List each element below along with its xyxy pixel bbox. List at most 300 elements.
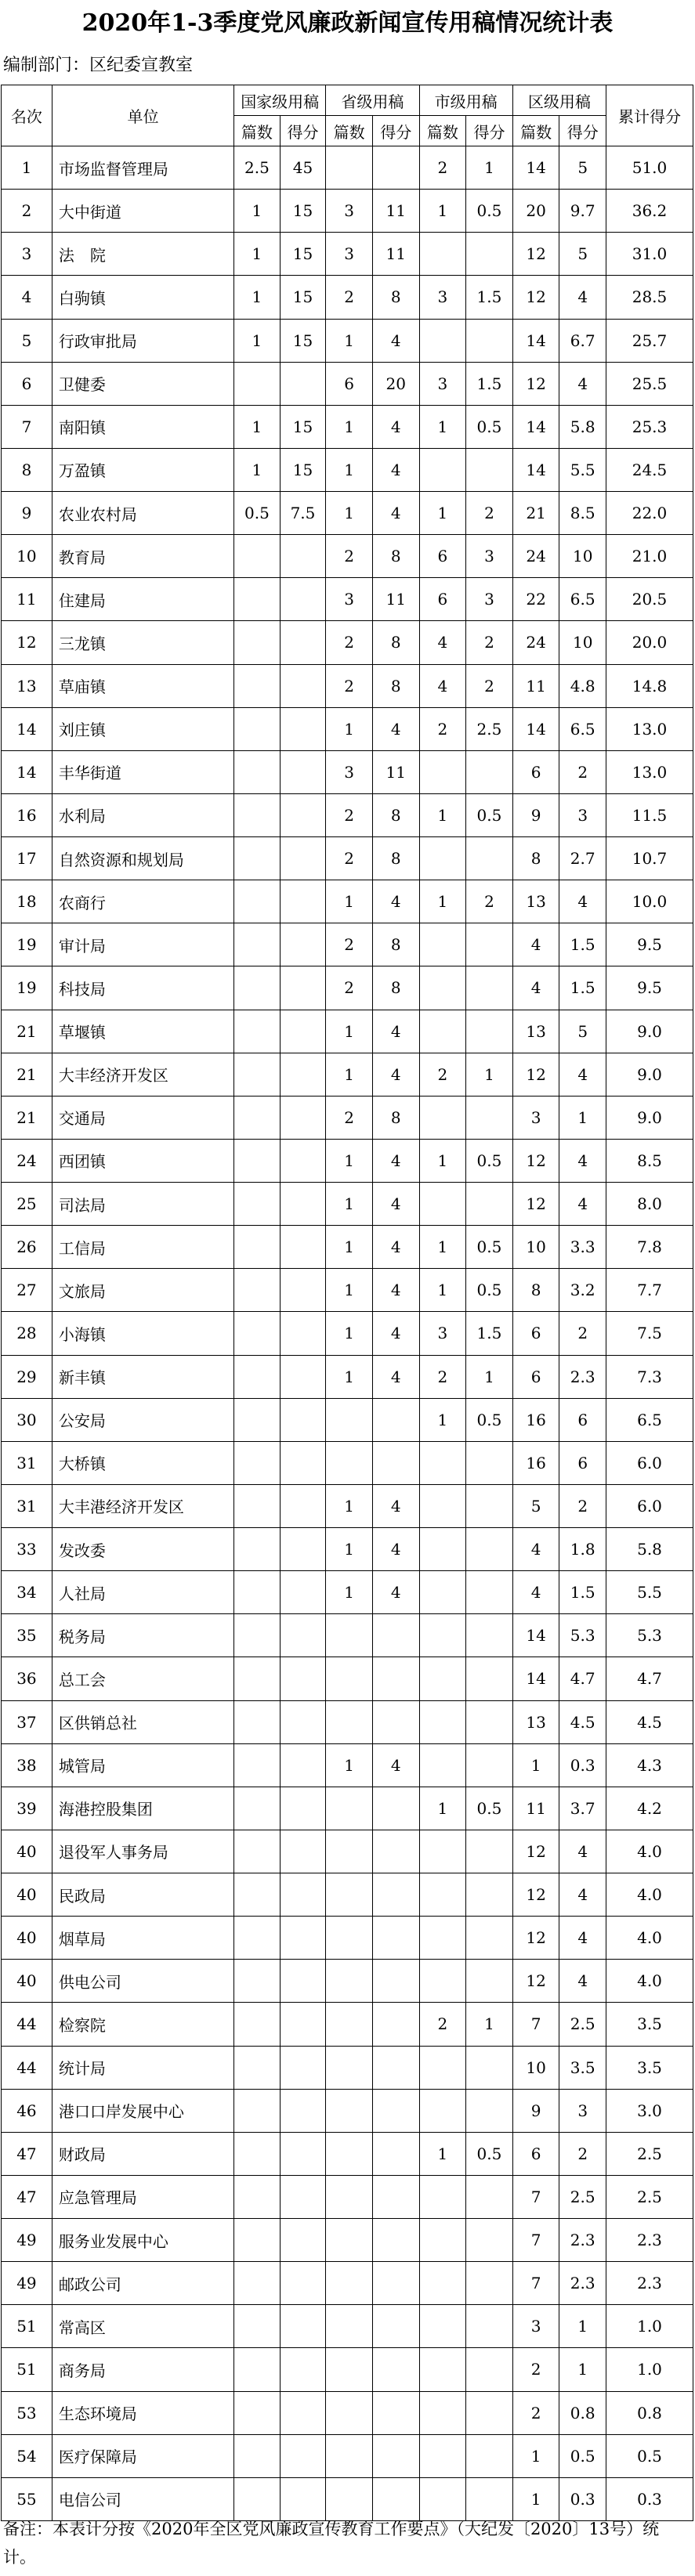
cell-provincial-score [372,1873,419,1917]
table-row [2,2132,693,2175]
table-row [2,1139,693,1182]
cell-city-score [466,1700,513,1743]
cell-district-count: 12 [512,1183,559,1226]
cell-city-score [466,448,513,491]
cell-district-count: 16 [512,1441,559,1484]
table-row [2,1830,693,1873]
cell-rank: 40 [2,1830,52,1873]
cell-national-score [280,1355,326,1398]
cell-provincial-count [326,1873,373,1917]
cell-district-count: 7 [512,2003,559,2046]
cell-national-count [234,2175,281,2218]
cell-city-score [466,2305,513,2348]
table-row [2,319,693,362]
table-row [2,2391,693,2434]
cell-total: 5.8 [606,1528,693,1571]
cell-total: 4.5 [606,1700,693,1743]
cell-city-count [419,1528,466,1571]
cell-district-score: 3.3 [559,1226,606,1269]
cell-district-count: 6 [512,1355,559,1398]
cell-district-score: 4 [559,880,606,923]
cell-provincial-count [326,1614,373,1657]
cell-national-count [234,362,281,405]
cell-rank: 39 [2,1787,52,1830]
cell-unit: 财政局 [52,2132,233,2175]
table-row [2,1614,693,1657]
cell-district-count: 6 [512,1312,559,1355]
footnote: 备注：本表计分按《2020年全区党风廉政宣传教育工作要点》（大纪发〔2020〕13号）统计。 [3,2520,660,2567]
cell-district-score: 1 [559,2305,606,2348]
cell-national-score [280,1614,326,1657]
cell-national-count [234,923,281,966]
table-row [2,1571,693,1614]
cell-provincial-count: 1 [326,1269,373,1312]
cell-district-score: 6 [559,1398,606,1441]
cell-total: 13.0 [606,750,693,793]
cell-provincial-count [326,1700,373,1743]
cell-national-count [234,1830,281,1873]
cell-unit: 万盈镇 [52,448,233,491]
cell-city-score [466,2434,513,2477]
cell-unit: 农业农村局 [52,492,233,535]
cell-total: 11.5 [606,793,693,836]
cell-national-score [280,1960,326,2003]
cell-total: 20.5 [606,578,693,621]
cell-city-count [419,2046,466,2089]
cell-provincial-score [372,1398,419,1441]
cell-total: 3.5 [606,2003,693,2046]
cell-provincial-score: 4 [372,1355,419,1398]
cell-provincial-count [326,1830,373,1873]
cell-district-count: 6 [512,750,559,793]
cell-provincial-score [372,2219,419,2262]
cell-district-count: 2 [512,2391,559,2434]
cell-national-count [234,2003,281,2046]
cell-provincial-count: 2 [326,621,373,664]
cell-district-count: 13 [512,880,559,923]
cell-city-score [466,2219,513,2262]
table-row [2,535,693,578]
cell-city-count: 2 [419,146,466,190]
table-row [2,1010,693,1053]
cell-city-count: 2 [419,1053,466,1096]
cell-national-score [280,1139,326,1182]
cell-city-score [466,1528,513,1571]
cell-unit: 大丰港经济开发区 [52,1484,233,1527]
table-row [2,276,693,319]
cell-provincial-score [372,2046,419,2089]
cell-national-score: 15 [280,405,326,448]
cell-national-score: 7.5 [280,492,326,535]
table-row [2,966,693,1010]
cell-city-count [419,2434,466,2477]
cell-city-score: 0.5 [466,190,513,233]
cell-unit: 南阳镇 [52,405,233,448]
cell-district-score: 4 [559,1873,606,1917]
cell-city-count [419,1873,466,1917]
cell-total: 5.3 [606,1614,693,1657]
cell-city-score: 1 [466,1355,513,1398]
cell-district-score: 6.7 [559,319,606,362]
cell-district-count: 7 [512,2219,559,2262]
cell-total: 10.7 [606,837,693,880]
cell-city-score: 2 [466,664,513,707]
cell-provincial-score: 8 [372,793,419,836]
cell-city-score [466,1743,513,1787]
cell-city-count [419,2219,466,2262]
cell-national-score [280,578,326,621]
cell-national-count [234,535,281,578]
cell-district-score: 2.5 [559,2003,606,2046]
cell-district-score: 5 [559,233,606,276]
cell-city-count [419,1484,466,1527]
cell-provincial-score [372,1787,419,1830]
cell-unit: 常高区 [52,2305,233,2348]
cell-total: 2.3 [606,2219,693,2262]
cell-national-score [280,1830,326,1873]
cell-district-count: 12 [512,233,559,276]
cell-district-count: 24 [512,535,559,578]
cell-national-count [234,2391,281,2434]
cell-provincial-score: 4 [372,707,419,750]
cell-district-score: 10 [559,535,606,578]
cell-rank: 2 [2,190,52,233]
table-row [2,707,693,750]
cell-rank: 11 [2,578,52,621]
cell-total: 28.5 [606,276,693,319]
cell-provincial-score: 4 [372,1743,419,1787]
cell-city-count: 3 [419,276,466,319]
table-row [2,578,693,621]
cell-national-count [234,1787,281,1830]
cell-national-score [280,2348,326,2391]
cell-district-score: 4.5 [559,1700,606,1743]
cell-unit: 市场监督管理局 [52,146,233,190]
cell-national-count [234,707,281,750]
table-row [2,2262,693,2305]
cell-district-score: 1.5 [559,1571,606,1614]
cell-district-count: 4 [512,923,559,966]
cell-total: 4.0 [606,1873,693,1917]
cell-provincial-score: 4 [372,1183,419,1226]
cell-rank: 31 [2,1484,52,1527]
cell-total: 7.8 [606,1226,693,1269]
cell-district-count: 4 [512,966,559,1010]
cell-national-count [234,664,281,707]
cell-district-score: 2.3 [559,2262,606,2305]
header-district-count: 篇数 [512,116,559,146]
cell-provincial-count [326,2003,373,2046]
cell-district-count: 1 [512,1743,559,1787]
cell-provincial-score [372,2003,419,2046]
cell-district-count: 12 [512,1873,559,1917]
header-unit: 单位 [52,85,233,146]
cell-rank: 6 [2,362,52,405]
cell-rank: 40 [2,1917,52,1960]
cell-unit: 公安局 [52,1398,233,1441]
cell-district-count: 16 [512,1398,559,1441]
cell-city-score: 3 [466,535,513,578]
cell-provincial-score: 4 [372,448,419,491]
cell-national-score: 15 [280,276,326,319]
cell-city-score: 0.5 [466,1139,513,1182]
cell-city-count: 3 [419,1312,466,1355]
cell-district-count: 12 [512,1960,559,2003]
cell-unit: 港口口岸发展中心 [52,2089,233,2132]
cell-national-score [280,1743,326,1787]
cell-rank: 49 [2,2262,52,2305]
cell-district-score: 5.5 [559,448,606,491]
cell-rank: 21 [2,1053,52,1096]
cell-city-score: 1 [466,1053,513,1096]
table-row [2,1528,693,1571]
cell-provincial-score: 4 [372,1528,419,1571]
cell-national-count [234,1960,281,2003]
cell-rank: 10 [2,535,52,578]
cell-city-score [466,1484,513,1527]
cell-total: 2.5 [606,2132,693,2175]
cell-rank: 44 [2,2046,52,2089]
cell-district-score: 2 [559,750,606,793]
cell-national-score [280,750,326,793]
cell-unit: 统计局 [52,2046,233,2089]
compiling-department: 编制部门：区纪委宣教室 [3,56,194,75]
cell-city-count [419,1441,466,1484]
cell-national-score [280,707,326,750]
cell-provincial-count [326,1960,373,2003]
cell-national-count [234,1484,281,1527]
cell-rank: 44 [2,2003,52,2046]
table-row [2,1700,693,1743]
table-row [2,2046,693,2089]
cell-total: 51.0 [606,146,693,190]
cell-provincial-score [372,2132,419,2175]
cell-national-score [280,880,326,923]
cell-rank: 40 [2,1960,52,2003]
cell-district-score: 4 [559,276,606,319]
table-row [2,492,693,535]
cell-unit: 税务局 [52,1614,233,1657]
cell-provincial-count: 1 [326,707,373,750]
table-row [2,1441,693,1484]
cell-national-count [234,1873,281,1917]
cell-city-score [466,1614,513,1657]
cell-total: 9.0 [606,1010,693,1053]
cell-national-score [280,2132,326,2175]
cell-unit: 教育局 [52,535,233,578]
cell-district-score: 6.5 [559,578,606,621]
cell-city-count [419,1614,466,1657]
cell-national-count [234,793,281,836]
cell-national-score [280,1398,326,1441]
cell-rank: 19 [2,923,52,966]
cell-national-count [234,1139,281,1182]
cell-district-count: 21 [512,492,559,535]
cell-district-score: 2.3 [559,2219,606,2262]
cell-rank: 34 [2,1571,52,1614]
cell-city-score: 0.5 [466,1269,513,1312]
cell-city-count [419,2262,466,2305]
cell-district-count: 10 [512,1226,559,1269]
cell-city-score [466,1960,513,2003]
cell-provincial-score [372,2089,419,2132]
cell-district-score: 5 [559,146,606,190]
cell-city-score [466,2348,513,2391]
header-national-count: 篇数 [234,116,281,146]
cell-unit: 邮政公司 [52,2262,233,2305]
cell-total: 20.0 [606,621,693,664]
cell-rank: 21 [2,1010,52,1053]
cell-provincial-score [372,1700,419,1743]
cell-district-count: 8 [512,1269,559,1312]
table-row [2,2089,693,2132]
cell-total: 7.3 [606,1355,693,1398]
cell-city-count: 4 [419,621,466,664]
cell-district-score: 6 [559,1441,606,1484]
cell-provincial-count: 3 [326,578,373,621]
cell-rank: 51 [2,2305,52,2348]
cell-national-score [280,793,326,836]
cell-city-score [466,233,513,276]
cell-city-count [419,2391,466,2434]
cell-national-count [234,621,281,664]
cell-provincial-score [372,2434,419,2477]
cell-provincial-score [372,1917,419,1960]
cell-district-count: 12 [512,1830,559,1873]
cell-district-count: 7 [512,2175,559,2218]
cell-district-score: 4 [559,1960,606,2003]
table-row [2,1096,693,1139]
cell-unit: 小海镇 [52,1312,233,1355]
cell-total: 0.5 [606,2434,693,2477]
cell-national-count [234,1917,281,1960]
cell-rank: 5 [2,319,52,362]
cell-rank: 33 [2,1528,52,1571]
cell-unit: 大桥镇 [52,1441,233,1484]
cell-district-score: 4 [559,1830,606,1873]
cell-national-count [234,1528,281,1571]
cell-national-score [280,2434,326,2477]
cell-provincial-count: 3 [326,190,373,233]
cell-rank: 4 [2,276,52,319]
cell-district-count: 20 [512,190,559,233]
header-provincial-score: 得分 [372,116,419,146]
cell-city-count [419,1743,466,1787]
cell-provincial-score [372,2391,419,2434]
cell-total: 4.0 [606,1917,693,1960]
cell-district-score: 4 [559,362,606,405]
table-row [2,1312,693,1355]
cell-total: 13.0 [606,707,693,750]
cell-city-score [466,2046,513,2089]
cell-provincial-score [372,1441,419,1484]
cell-city-count [419,923,466,966]
cell-district-count: 14 [512,405,559,448]
cell-total: 6.5 [606,1398,693,1441]
cell-district-score: 3 [559,793,606,836]
cell-unit: 服务业发展中心 [52,2219,233,2262]
cell-city-score: 1 [466,2003,513,2046]
statistics-table [1,85,693,2521]
cell-provincial-count: 1 [326,1010,373,1053]
cell-unit: 行政审批局 [52,319,233,362]
cell-district-score: 0.8 [559,2391,606,2434]
cell-district-score: 5.3 [559,1614,606,1657]
cell-provincial-count [326,2348,373,2391]
cell-district-count: 12 [512,276,559,319]
cell-city-score [466,2175,513,2218]
cell-district-score: 2.5 [559,2175,606,2218]
cell-city-count [419,1096,466,1139]
cell-provincial-score [372,2305,419,2348]
cell-unit: 发改委 [52,1528,233,1571]
cell-district-count: 14 [512,1614,559,1657]
cell-city-count [419,448,466,491]
cell-total: 9.5 [606,923,693,966]
cell-city-score: 1 [466,146,513,190]
cell-unit: 交通局 [52,1096,233,1139]
cell-national-count [234,1355,281,1398]
cell-national-score [280,2046,326,2089]
cell-national-score [280,966,326,1010]
cell-district-count: 14 [512,146,559,190]
cell-rank: 14 [2,707,52,750]
cell-city-count [419,1571,466,1614]
cell-total: 7.5 [606,1312,693,1355]
cell-provincial-count: 1 [326,1743,373,1787]
cell-total: 25.5 [606,362,693,405]
cell-national-score [280,1484,326,1527]
header-national-score: 得分 [280,116,326,146]
cell-city-count: 6 [419,578,466,621]
cell-unit: 自然资源和规划局 [52,837,233,880]
cell-city-score [466,2262,513,2305]
cell-rank: 9 [2,492,52,535]
cell-total: 9.0 [606,1096,693,1139]
cell-total: 6.0 [606,1441,693,1484]
cell-provincial-score: 4 [372,880,419,923]
cell-district-count: 3 [512,2305,559,2348]
cell-district-count: 10 [512,2046,559,2089]
cell-national-score [280,1571,326,1614]
cell-district-score: 2.3 [559,1355,606,1398]
cell-national-count [234,1700,281,1743]
cell-provincial-count: 1 [326,1312,373,1355]
cell-city-score [466,1010,513,1053]
cell-rank: 53 [2,2391,52,2434]
cell-rank: 36 [2,1657,52,1700]
table-row [2,2305,693,2348]
cell-district-count: 12 [512,1053,559,1096]
cell-rank: 21 [2,1096,52,1139]
cell-provincial-count: 1 [326,880,373,923]
cell-provincial-count [326,1787,373,1830]
cell-rank: 13 [2,664,52,707]
cell-national-count [234,837,281,880]
cell-rank: 14 [2,750,52,793]
cell-national-score [280,2305,326,2348]
cell-district-score: 8.5 [559,492,606,535]
cell-district-score: 2 [559,1312,606,1355]
cell-national-score [280,1226,326,1269]
cell-provincial-score: 11 [372,233,419,276]
header-city-count: 篇数 [419,116,466,146]
cell-city-score [466,1096,513,1139]
cell-national-score [280,664,326,707]
cell-city-count: 2 [419,2003,466,2046]
cell-provincial-count: 3 [326,750,373,793]
cell-district-score: 6.5 [559,707,606,750]
